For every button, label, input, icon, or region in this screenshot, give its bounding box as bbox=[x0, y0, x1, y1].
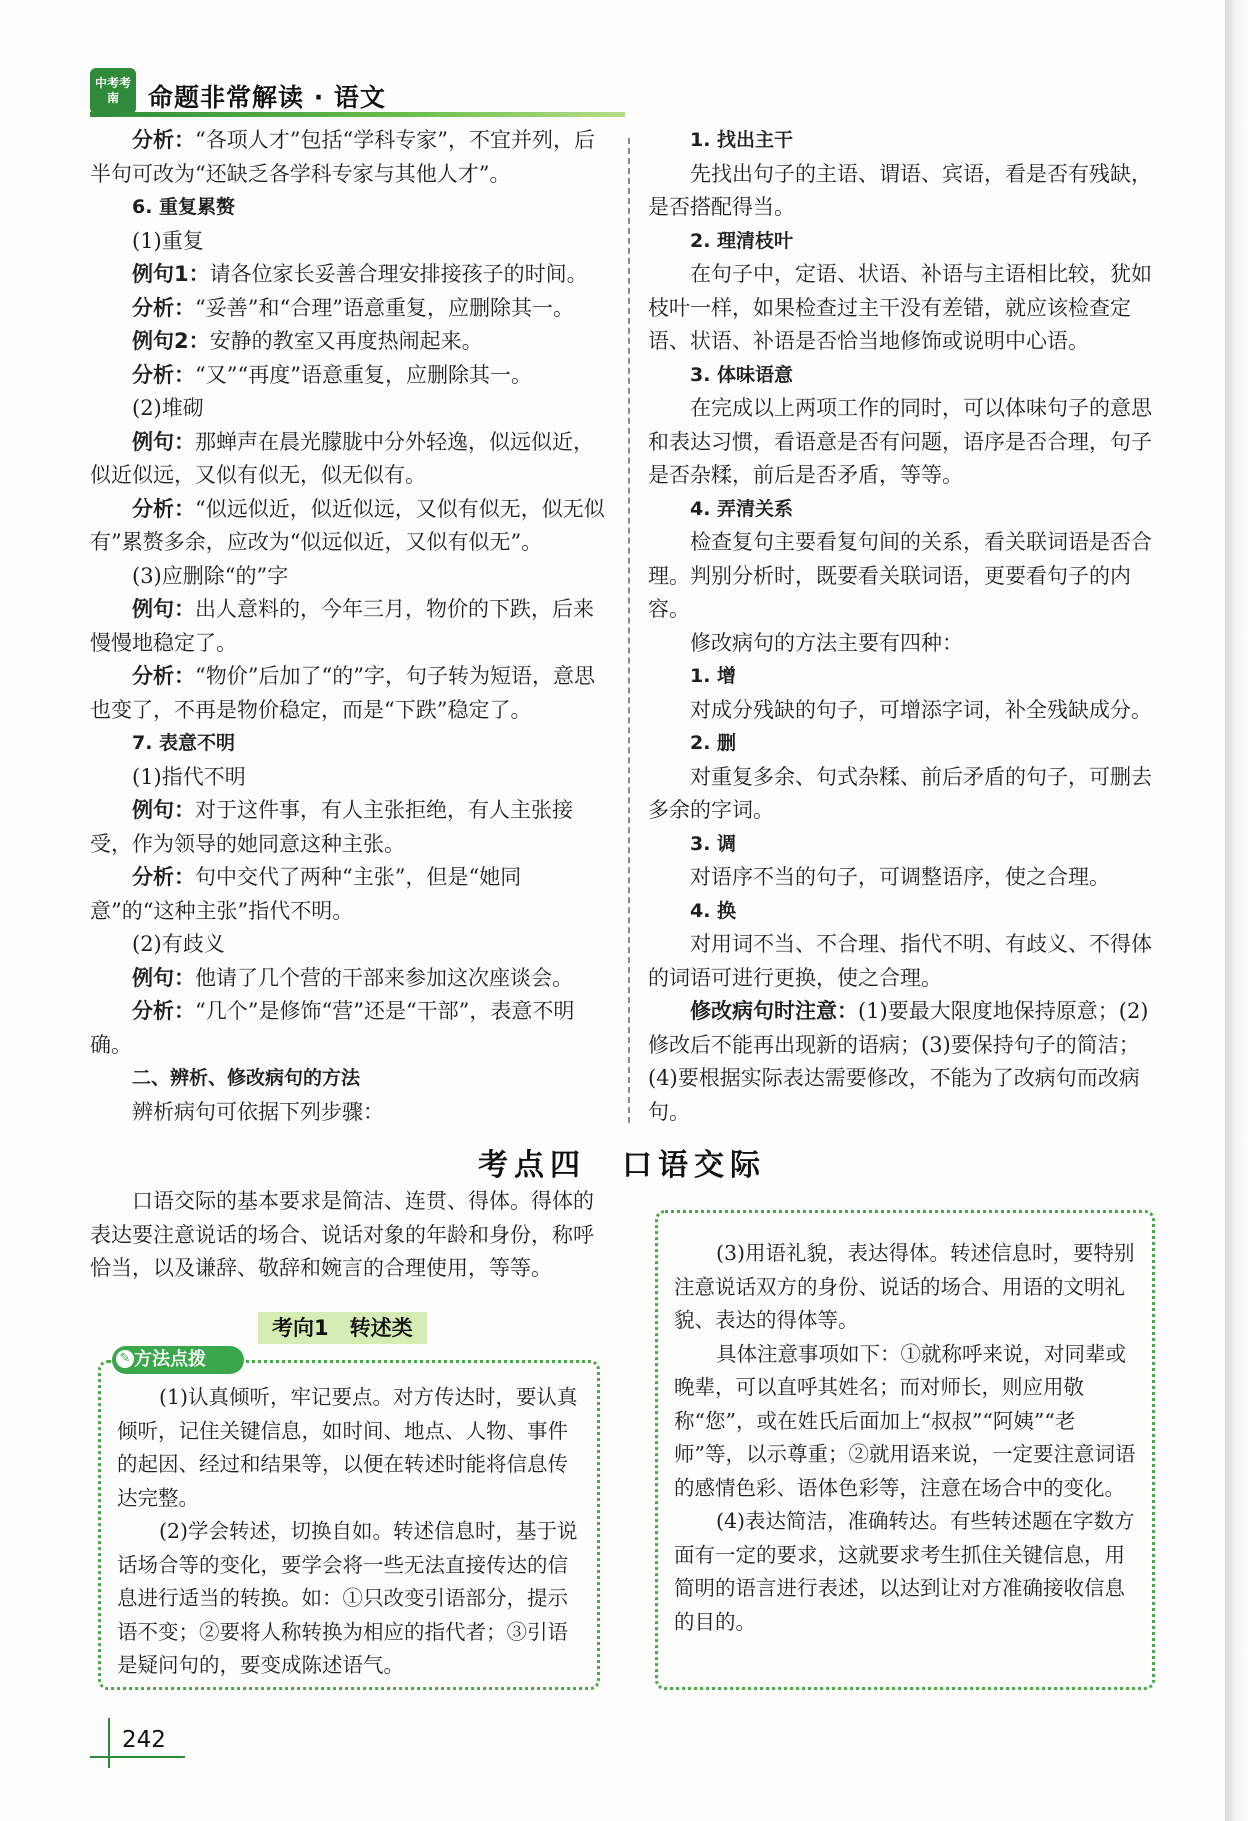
section-heading: 6. 重复累赘 bbox=[132, 196, 236, 218]
example-paragraph bbox=[90, 794, 605, 861]
paragraph-text: 他请了几个营的干部来参加这次座谈会。 bbox=[195, 965, 573, 990]
subheading: (2)堆砌 bbox=[132, 396, 204, 420]
box-paragraph: (3)用语礼貌，表达得体。转述信息时，要特别注意说话双方的身份、说话的场合、用语的文明礼貌、表达的得体等。 bbox=[674, 1241, 1135, 1332]
lead-label: 例句1： bbox=[132, 262, 210, 286]
paragraph-text: “几个”是修饰“营”还是“干部”，表意不明确。 bbox=[90, 999, 575, 1057]
section-heading: 3. 调 bbox=[690, 832, 737, 855]
paragraph-text: (1)要最大限度地保持原意；(2)修改后不能再出现新的语病；(3)要保持句子的简洁；(4)要根据实际表达需要修改，不能为了改病句而改病句。 bbox=[648, 999, 1149, 1124]
paragraph-text: 句中交代了两种“主张”，但是“她同意”的“这种主张”指代不明。 bbox=[90, 865, 522, 923]
tips-box bbox=[655, 1210, 1155, 1690]
tips-box-text bbox=[674, 1237, 1138, 1639]
box-paragraph: (4)表达简洁，准确转达。有些转述题在字数方面有一定的要求，这就要求考生抓住关键信息，用简明的语言进行表述，以达到让对方准确接收信息的目的。 bbox=[674, 1509, 1135, 1634]
lead-label: 分析： bbox=[132, 362, 195, 387]
lead-label: 例句： bbox=[132, 429, 195, 454]
logo-text: 中考考南 bbox=[94, 76, 131, 105]
paragraph-text: 对于这件事，有人主张拒绝，有人主张接受，作为领导的她同意这种主张。 bbox=[90, 798, 573, 856]
paragraph: 修改病句的方法主要有四种： bbox=[690, 630, 963, 655]
method-label bbox=[112, 1346, 244, 1374]
page-number: 242 bbox=[122, 1727, 166, 1753]
paragraph-text: 请各位家长妥善合理安排接孩子的时间。 bbox=[209, 262, 588, 286]
lead-label: 分析： bbox=[132, 999, 195, 1023]
example-paragraph bbox=[90, 359, 605, 393]
example-paragraph bbox=[90, 995, 605, 1062]
header-rule bbox=[90, 112, 625, 117]
left-column bbox=[90, 124, 605, 1129]
section-heading: 2. 理清枝叶 bbox=[690, 229, 794, 252]
paragraph: 检查复句主要看复句间的关系，看关联词语是否合理。判别分析时，既要看关联词语，更要看句子的内容。 bbox=[648, 530, 1152, 621]
paragraph-text: 出人意料的，今年三月，物价的下跌，后来慢慢地稳定了。 bbox=[90, 597, 594, 655]
paragraph-text: “各项人才”包括“学科专家”，不宜并列，后半句可改为“还缺乏各学科专家与其他人才”。 bbox=[90, 128, 595, 186]
section-heading: 4. 换 bbox=[690, 899, 737, 922]
section-heading: 二、辨析、修改病句的方法 bbox=[132, 1067, 361, 1089]
paragraph: 在完成以上两项工作的同时，可以体味句子的意思和表达习惯，看语意是否有问题，语序是否合理，句子是否杂糅，前后是否矛盾，等等。 bbox=[648, 396, 1152, 487]
example-paragraph bbox=[90, 258, 605, 292]
paragraph: 辨析病句可依据下列步骤： bbox=[132, 1099, 384, 1124]
page-number-rule-horizontal bbox=[90, 1756, 185, 1758]
section-heading: 2. 删 bbox=[690, 732, 737, 754]
lead-label: 修改病句时注意： bbox=[690, 999, 858, 1023]
subheading: (3)应删除“的”字 bbox=[132, 563, 289, 588]
paragraph: 先找出句子的主语、谓语、宾语，看是否有残缺，是否搭配得当。 bbox=[648, 161, 1152, 219]
lead-label: 分析： bbox=[132, 865, 195, 889]
intro-text: 口语交际的基本要求是简洁、连贯、得体。得体的表达要注意说话的场合、说话对象的年龄和身份，称呼恰当，以及谦辞、敬辞和婉言的合理使用，等等。 bbox=[90, 1189, 594, 1280]
example-paragraph bbox=[90, 426, 605, 493]
paragraph: 在句子中，定语、状语、补语与主语相比较，犹如枝叶一样，如果检查过主干没有差错，就应该检查定语、状语、补语是否恰当地修饰或说明中心语。 bbox=[648, 262, 1152, 353]
example-paragraph bbox=[90, 493, 605, 560]
lead-label: 例句： bbox=[132, 798, 195, 822]
method-box-text bbox=[117, 1381, 583, 1683]
section-intro bbox=[90, 1185, 602, 1286]
subheading: (2)有歧义 bbox=[132, 932, 225, 956]
paragraph-text: 那蝉声在晨光朦胧中分外轻逸，似远似近，似近似远，又似有似无，似无似有。 bbox=[90, 429, 594, 487]
paragraph: 对语序不当的句子，可调整语序，使之合理。 bbox=[690, 865, 1110, 889]
paragraph: 对重复多余、句式杂糅、前后矛盾的句子，可删去多余的字词。 bbox=[648, 764, 1152, 822]
example-paragraph bbox=[90, 593, 605, 660]
example-paragraph bbox=[90, 325, 605, 359]
lead-label: 分析： bbox=[132, 496, 195, 521]
page-edge bbox=[1225, 0, 1250, 1821]
book-logo bbox=[90, 68, 136, 114]
example-paragraph bbox=[648, 995, 1163, 1129]
section-heading: 4. 弄清关系 bbox=[690, 497, 794, 520]
pencil-icon: ✎ bbox=[116, 1350, 134, 1368]
subheading: (1)重复 bbox=[132, 228, 204, 253]
section-heading: 1. 找出主干 bbox=[690, 129, 794, 151]
subheading: (1)指代不明 bbox=[132, 764, 246, 789]
right-column bbox=[648, 124, 1163, 1129]
box-paragraph: (1)认真倾听，牢记要点。对方传达时，要认真倾听，记住关键信息，如时间、地点、人物、事件的起因、经过和结果等，以便在转述时能将信息传达完整。 bbox=[117, 1385, 578, 1510]
paragraph: 对用词不当、不合理、指代不明、有歧义、不得体的词语可进行更换，使之合理。 bbox=[648, 932, 1152, 990]
paragraph-text: “似远似近，似近似远，又似有似无，似无似有”累赘多余，应改为“似远似近，又似有似无”。 bbox=[90, 496, 605, 554]
section-title: 考点四 口语交际 bbox=[478, 1148, 766, 1183]
lead-label: 分析： bbox=[132, 295, 195, 320]
box-paragraph: (2)学会转述，切换自如。转述信息时，基于说话场合等的变化，要学会将一些无法直接传达的信息进行适当的转换。如：①只改变引语部分，提示语不变；②要将人称转换为相应的指代者；③引语是疑问句的，要变成陈述语气。 bbox=[117, 1519, 578, 1677]
section-heading: 1. 增 bbox=[690, 665, 737, 687]
section-heading: 3. 体味语意 bbox=[690, 363, 794, 386]
example-paragraph bbox=[90, 962, 605, 996]
method-box bbox=[98, 1360, 600, 1690]
lead-label: 例句： bbox=[132, 965, 195, 990]
page-number-rule-vertical bbox=[108, 1718, 110, 1768]
header-title: 命题非常解读 · 语文 bbox=[148, 83, 386, 112]
example-paragraph bbox=[90, 660, 605, 727]
section-heading: 7. 表意不明 bbox=[132, 732, 236, 754]
paragraph: 对成分残缺的句子，可增添字词，补全残缺成分。 bbox=[690, 697, 1152, 722]
lead-label: 分析： bbox=[132, 128, 195, 152]
paragraph-text: “妥善”和“合理”语意重复，应删除其一。 bbox=[195, 295, 574, 320]
paragraph-text: “又”“再度”语意重复，应删除其一。 bbox=[195, 362, 532, 387]
method-label-text: 方法点拨 bbox=[134, 1349, 206, 1370]
lead-label: 例句2： bbox=[132, 329, 210, 353]
example-paragraph bbox=[90, 861, 605, 928]
lead-label: 例句： bbox=[132, 597, 195, 621]
paragraph-text: “物价”后加了“的”字，句子转为短语，意思也变了，不再是物价稳定，而是“下跌”稳定了。 bbox=[90, 664, 595, 722]
lead-label: 分析： bbox=[132, 664, 195, 688]
example-paragraph bbox=[90, 292, 605, 326]
box-paragraph: 具体注意事项如下：①就称呼来说，对同辈或晚辈，可以直呼其姓名；而对师长，则应用敬称“您”，或在姓氏后面加上“叔叔”“阿姨”“老师”等，以示尊重；②就用语来说，一定要注意词语的感情色彩、语体色彩等，注意在场合中的变化。 bbox=[674, 1341, 1136, 1500]
topic-tag: 考向1 转述类 bbox=[258, 1312, 427, 1344]
paragraph-text: 安静的教室又再度热闹起来。 bbox=[209, 329, 483, 353]
column-divider bbox=[628, 138, 630, 1123]
example-paragraph bbox=[90, 124, 605, 191]
